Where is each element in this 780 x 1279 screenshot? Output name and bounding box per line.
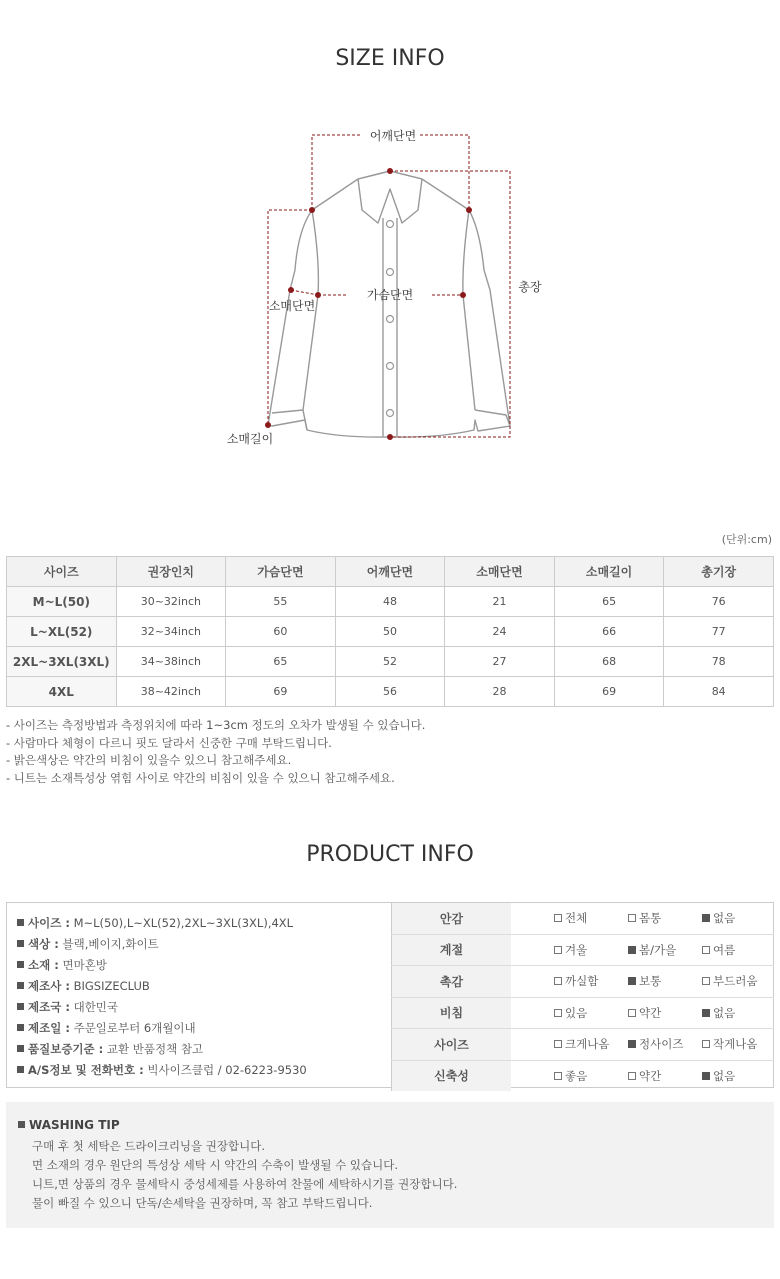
detail-value: 면마혼방: [62, 958, 107, 972]
header-cell: 권장인치: [116, 557, 226, 587]
table-cell: 34~38inch: [116, 647, 226, 677]
attribute-option: [554, 903, 587, 934]
unit-label: (단위:cm): [721, 533, 772, 546]
detail-value: 빅사이즈클럽 / 02-6223-9530: [147, 1063, 307, 1077]
attribute-option-label: 있음: [565, 1005, 588, 1020]
bullet-square-icon: [17, 1003, 24, 1010]
attribute-row: [391, 966, 774, 998]
table-cell: 52: [335, 647, 445, 677]
table-cell: 84: [664, 677, 774, 707]
checked-box-icon: [628, 946, 636, 954]
label-sleeve-length: 소매길이: [226, 432, 274, 446]
table-cell: 66: [554, 617, 664, 647]
attribute-option-label: 전체: [565, 911, 588, 926]
washing-tip-lines: [32, 1137, 457, 1213]
table-cell: 65: [554, 587, 664, 617]
detail-label: 색상 :: [28, 937, 59, 951]
attribute-name: 안감: [391, 903, 511, 934]
table-cell: 60: [226, 617, 336, 647]
header-cell: 어깨단면: [335, 557, 445, 587]
detail-row: [17, 1039, 307, 1060]
unchecked-box-icon: [628, 1009, 636, 1017]
attribute-option: [628, 966, 661, 997]
table-cell: 27: [445, 647, 555, 677]
checked-box-icon: [702, 1072, 710, 1080]
checked-box-icon: [702, 1009, 710, 1017]
attribute-option: [702, 903, 735, 934]
attribute-option: [554, 935, 587, 966]
size-name: L~XL(52): [7, 617, 117, 647]
size-table: [6, 556, 774, 707]
bullet-square-icon: [17, 982, 24, 989]
table-cell: 30~32inch: [116, 587, 226, 617]
table-cell: 68: [554, 647, 664, 677]
table-row: [7, 647, 774, 677]
detail-value: 블랙,베이지,화이트: [62, 937, 159, 951]
attribute-option-label: 크게나옴: [565, 1037, 610, 1052]
table-cell: 69: [554, 677, 664, 707]
attribute-option: [702, 998, 735, 1029]
detail-value: BIGSIZECLUB: [73, 979, 150, 993]
attribute-option: [554, 1029, 609, 1060]
attribute-option: [628, 903, 661, 934]
washing-tip-title: [18, 1118, 120, 1132]
table-cell: 48: [335, 587, 445, 617]
attribute-option: [702, 966, 757, 997]
note-line: - 사람마다 체형이 다르니 핏도 달라서 신중한 구매 부탁드립니다.: [6, 735, 332, 750]
shirt-size-diagram: [0, 100, 780, 520]
bullet-square-icon: [17, 1024, 24, 1031]
detail-row: [17, 997, 307, 1018]
washing-tip-line: 구매 후 첫 세탁은 드라이크리닝을 권장합니다.: [32, 1139, 266, 1153]
bullet-square-icon: [17, 1045, 24, 1052]
unchecked-box-icon: [554, 914, 562, 922]
table-cell: 32~34inch: [116, 617, 226, 647]
detail-value: 교환 반품정책 참고: [106, 1042, 204, 1056]
detail-row: [17, 913, 307, 934]
size-name: 2XL~3XL(3XL): [7, 647, 117, 677]
detail-label: 소재 :: [28, 958, 59, 972]
unchecked-box-icon: [554, 1072, 562, 1080]
detail-row: [17, 976, 307, 997]
detail-row: [17, 955, 307, 976]
label-chest: 가슴단면: [366, 288, 414, 302]
attribute-row: [391, 1029, 774, 1061]
attribute-option-label: 몸통: [639, 911, 662, 926]
unchecked-box-icon: [554, 977, 562, 985]
detail-value: 주문일로부터 6개월이내: [73, 1021, 196, 1035]
table-cell: 77: [664, 617, 774, 647]
note-line: - 밝은색상은 약간의 비침이 있을수 있으니 참고해주세요.: [6, 753, 292, 767]
attribute-option: [554, 966, 598, 997]
size-notes: [6, 717, 425, 787]
attribute-option-label: 없음: [713, 1068, 736, 1083]
bullet-square-icon: [17, 1066, 24, 1073]
attribute-option-label: 여름: [713, 942, 736, 957]
attribute-row: [391, 998, 774, 1030]
attribute-name: 사이즈: [391, 1029, 511, 1060]
attribute-option-label: 정사이즈: [639, 1037, 684, 1052]
attribute-option-label: 없음: [713, 911, 736, 926]
size-name: 4XL: [7, 677, 117, 707]
product-details: [17, 913, 307, 1081]
header-cell: 총기장: [664, 557, 774, 587]
unchecked-box-icon: [702, 977, 710, 985]
attribute-name: 촉감: [391, 966, 511, 997]
attribute-option-label: 까실함: [565, 974, 599, 989]
header-cell: 소매길이: [554, 557, 664, 587]
note-line: - 사이즈는 측정방법과 측정위치에 따라 1~3cm 정도의 오차가 발생될 수 있습니다.: [6, 718, 426, 732]
attribute-option-label: 보통: [639, 974, 662, 989]
table-row: [7, 587, 774, 617]
detail-row: [17, 1060, 307, 1081]
attribute-option: [628, 1029, 683, 1060]
attribute-option-label: 겨울: [565, 942, 588, 957]
table-cell: 50: [335, 617, 445, 647]
detail-label: 품질보증기준 :: [28, 1042, 104, 1056]
size-info-title: SIZE INFO: [335, 46, 445, 71]
table-cell: 24: [445, 617, 555, 647]
attribute-option-label: 약간: [639, 1005, 662, 1020]
attribute-option: [554, 1061, 587, 1092]
bullet-square-icon: [17, 940, 24, 947]
table-cell: 76: [664, 587, 774, 617]
unchecked-box-icon: [554, 1040, 562, 1048]
detail-value: 대한민국: [73, 1000, 119, 1014]
detail-row: [17, 934, 307, 955]
attribute-option-label: 부드러움: [713, 974, 758, 989]
table-cell: 28: [445, 677, 555, 707]
table-row: [7, 677, 774, 707]
detail-label: A/S정보 및 전화번호 :: [28, 1063, 144, 1077]
size-table-header: [7, 557, 774, 587]
checked-box-icon: [628, 1040, 636, 1048]
header-cell: 사이즈: [7, 557, 117, 587]
table-cell: 78: [664, 647, 774, 677]
detail-label: 제조국 :: [28, 1000, 70, 1014]
attribute-option-label: 없음: [713, 1005, 736, 1020]
table-row: [7, 617, 774, 647]
header-cell: 소매단면: [445, 557, 555, 587]
attribute-name: 계절: [391, 935, 511, 966]
note-line: - 니트는 소재특성상 엮힘 사이로 약간의 비침이 있을 수 있으니 참고해주세요.: [6, 770, 395, 785]
attribute-name: 신축성: [391, 1061, 511, 1092]
washing-tip-box: [6, 1102, 774, 1228]
attribute-option: [628, 935, 676, 966]
table-cell: 55: [226, 587, 336, 617]
bullet-square-icon: [17, 961, 24, 968]
checked-box-icon: [628, 977, 636, 985]
table-cell: 69: [226, 677, 336, 707]
attribute-option: [554, 998, 587, 1029]
unchecked-box-icon: [554, 1009, 562, 1017]
table-cell: 38~42inch: [116, 677, 226, 707]
washing-tip-line: 니트,면 상품의 경우 물세탁시 중성세제를 사용하여 찬물에 세탁하시기를 권장합니다.: [32, 1177, 458, 1191]
attribute-option-label: 좋음: [565, 1068, 588, 1083]
label-shoulder: 어깨단면: [369, 129, 417, 143]
attribute-option: [702, 1029, 757, 1060]
attribute-option: [628, 1061, 661, 1092]
attribute-option: [628, 998, 661, 1029]
product-info-box: [6, 902, 774, 1088]
attribute-row: [391, 935, 774, 967]
attribute-name: 비침: [391, 998, 511, 1029]
header-cell: 가슴단면: [226, 557, 336, 587]
washing-tip-title-text: WASHING TIP: [29, 1118, 120, 1132]
product-info-title: PRODUCT INFO: [306, 842, 474, 867]
attribute-option-label: 작게나옴: [713, 1037, 758, 1052]
unchecked-box-icon: [702, 1040, 710, 1048]
attribute-option: [702, 1061, 735, 1092]
washing-tip-line: 물이 빠질 수 있으니 단독/손세탁을 권장하며, 꼭 참고 부탁드립니다.: [32, 1196, 373, 1210]
checked-box-icon: [702, 914, 710, 922]
attribute-option: [702, 935, 735, 966]
detail-row: [17, 1018, 307, 1039]
attribute-row: [391, 903, 774, 935]
detail-value: M~L(50),L~XL(52),2XL~3XL(3XL),4XL: [73, 916, 294, 930]
shirt-buttons: [387, 221, 394, 417]
product-attributes: [391, 903, 774, 1091]
detail-label: 제조일 :: [28, 1021, 70, 1035]
attribute-option-label: 봄/가을: [639, 942, 677, 957]
attribute-option-label: 약간: [639, 1068, 662, 1083]
unchecked-box-icon: [554, 946, 562, 954]
detail-label: 제조사 :: [28, 979, 70, 993]
label-total-length: 총장: [518, 280, 542, 294]
unchecked-box-icon: [628, 914, 636, 922]
detail-label: 사이즈 :: [28, 916, 70, 930]
size-name: M~L(50): [7, 587, 117, 617]
bullet-square-icon: [18, 1121, 25, 1128]
washing-tip-line: 면 소재의 경우 원단의 특성상 세탁 시 약간의 수축이 발생될 수 있습니다.: [32, 1158, 399, 1172]
unchecked-box-icon: [628, 1072, 636, 1080]
table-cell: 56: [335, 677, 445, 707]
label-sleeve-width: 소매단면: [268, 299, 316, 313]
table-cell: 21: [445, 587, 555, 617]
unchecked-box-icon: [702, 946, 710, 954]
attribute-row: [391, 1061, 774, 1092]
bullet-square-icon: [17, 919, 24, 926]
table-cell: 65: [226, 647, 336, 677]
